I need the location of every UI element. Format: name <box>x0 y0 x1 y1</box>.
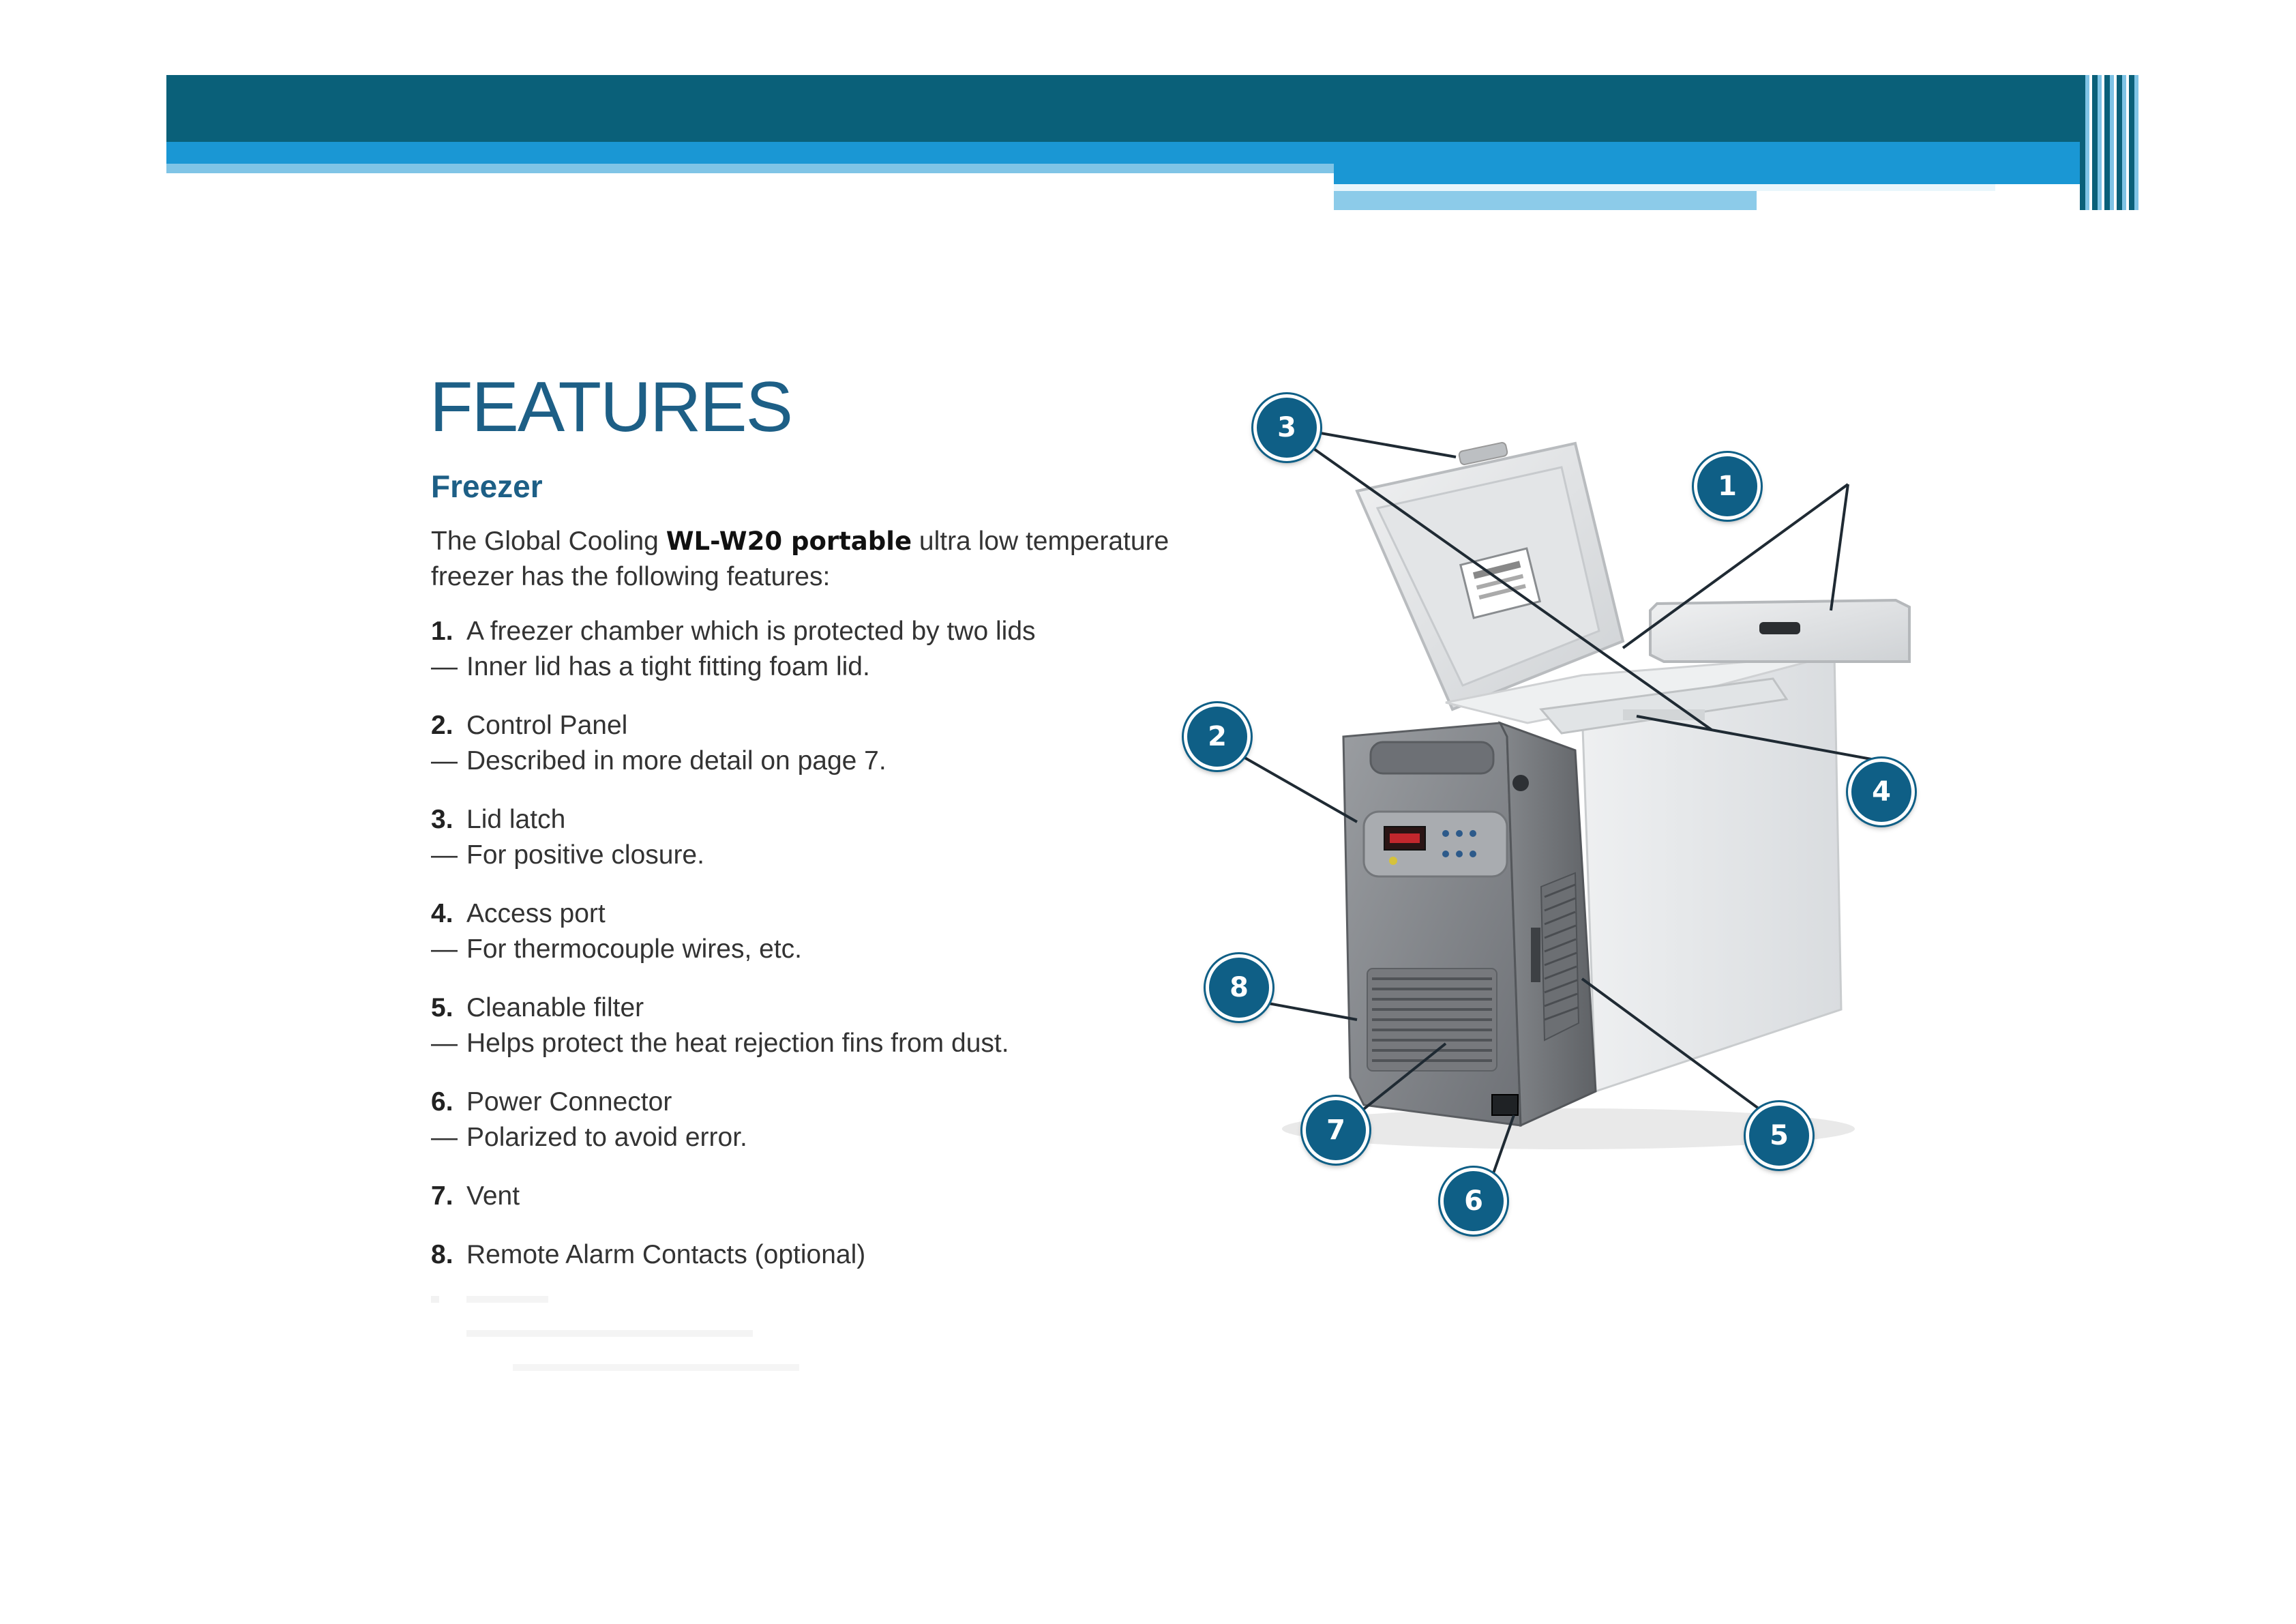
feature-dash: — <box>431 840 458 870</box>
banner-light-strip <box>1334 191 1757 210</box>
banner-dark-bar <box>166 75 2138 142</box>
feature-dash: — <box>431 934 458 964</box>
inner-lid <box>1357 442 1623 709</box>
callout-5: 5 <box>1746 1102 1813 1169</box>
feature-dash: — <box>431 652 458 681</box>
feature-title: Cleanable filter <box>466 993 644 1022</box>
intro-after: ultra low temperature freezer has the following features: <box>431 527 1169 591</box>
model-name: WL-W20 portable <box>666 527 912 556</box>
feature-dash: — <box>431 746 458 776</box>
feature-detail: Inner lid has a tight fitting foam lid. <box>466 652 870 681</box>
feature-title: Lid latch <box>466 805 566 834</box>
feature-item-5 <box>431 990 1249 1061</box>
feature-detail: For thermocouple wires, etc. <box>466 934 803 964</box>
callout-3: 3 <box>1253 394 1320 461</box>
feature-item-1 <box>431 614 1249 685</box>
callout-4: 4 <box>1848 758 1915 825</box>
banner-accent-bar <box>1334 164 2138 184</box>
header-banner <box>0 0 2296 218</box>
feature-title: A freezer chamber which is protected by two lids <box>466 617 1036 646</box>
feature-number: 6. <box>431 1087 453 1117</box>
faded-text-remnant <box>431 1289 840 1385</box>
feature-detail: For positive closure. <box>466 840 704 870</box>
feature-dash: — <box>431 1123 458 1152</box>
section-subtitle: Freezer <box>431 469 543 504</box>
outer-lid <box>1650 600 1909 662</box>
feature-item-2 <box>431 708 1249 779</box>
banner-light-bar <box>166 164 1334 173</box>
feature-number: 1. <box>431 617 453 646</box>
banner-mid-bar <box>166 142 2138 164</box>
feature-number: 5. <box>431 993 453 1022</box>
feature-title: Remote Alarm Contacts (optional) <box>466 1240 866 1269</box>
feature-item-3 <box>431 802 1249 873</box>
callout-7: 7 <box>1302 1097 1369 1164</box>
callout-8: 8 <box>1206 954 1272 1021</box>
feature-number: 2. <box>431 711 453 740</box>
feature-item-4 <box>431 896 1249 967</box>
feature-number: 4. <box>431 899 453 928</box>
feature-number: 7. <box>431 1181 453 1211</box>
feature-title: Vent <box>466 1181 520 1211</box>
feature-detail: Described in more detail on page 7. <box>466 746 886 776</box>
intro-paragraph <box>431 524 1249 595</box>
page-title: FEATURES <box>430 368 792 447</box>
gray-housing <box>1343 723 1596 1125</box>
banner-stripes <box>2080 75 2141 210</box>
feature-detail: Helps protect the heat rejection fins from dust. <box>466 1029 1009 1058</box>
feature-dash: — <box>431 1029 458 1058</box>
callout-6: 6 <box>1440 1168 1507 1235</box>
feature-number: 8. <box>431 1240 453 1269</box>
feature-number: 3. <box>431 805 453 834</box>
feature-item-7 <box>431 1179 1249 1214</box>
callout-2: 2 <box>1184 703 1251 770</box>
feature-title: Access port <box>466 899 606 928</box>
feature-title: Power Connector <box>466 1087 672 1117</box>
banner-highlight-bar <box>1334 184 1995 191</box>
intro-before: The Global Cooling <box>431 527 666 556</box>
feature-detail: Polarized to avoid error. <box>466 1123 747 1152</box>
feature-item-8 <box>431 1237 1249 1273</box>
feature-item-6 <box>431 1084 1249 1155</box>
feature-title: Control Panel <box>466 711 628 740</box>
callout-1: 1 <box>1694 453 1761 520</box>
